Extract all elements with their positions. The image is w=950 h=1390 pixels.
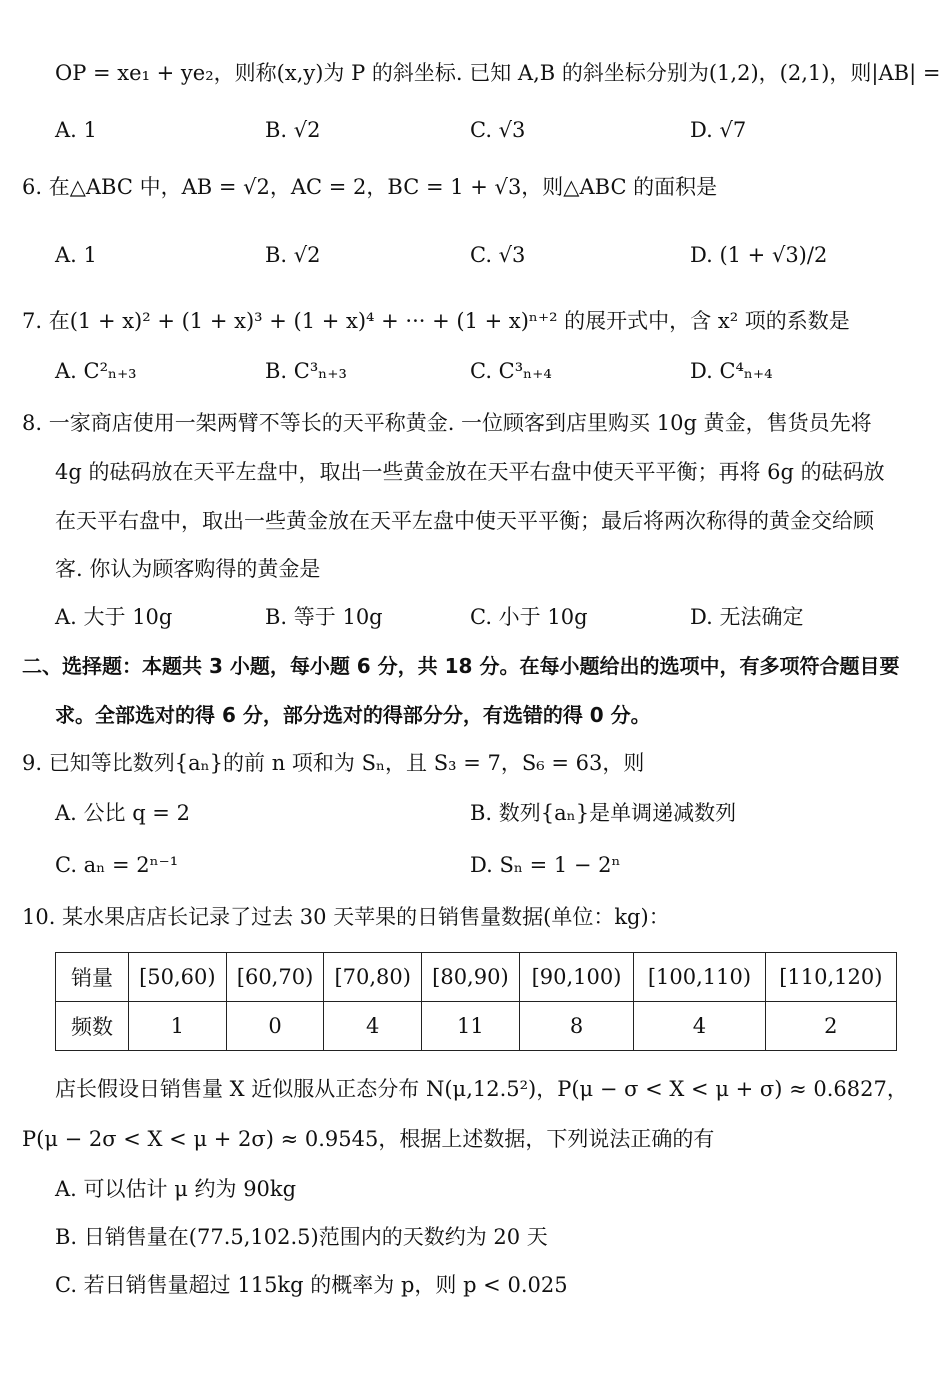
q6-stem: 6. 在△ABC 中，AB = √2，AC = 2，BC = 1 + √3，则△ABC 的面积是	[22, 175, 718, 199]
q5-option-a: A. 1	[55, 118, 97, 142]
count-cell: 2	[765, 1002, 896, 1051]
interval-cell: [50,60)	[129, 953, 227, 1002]
section-2-heading-cont: 求。全部选对的得 6 分，部分选对的得部分分，有选错的得 0 分。	[55, 703, 651, 727]
q5-option-d: D. √7	[690, 118, 747, 142]
q8-stem-line-3: 在天平右盘中，取出一些黄金放在天平左盘中使天平平衡；最后将两次称得的黄金交给顾	[55, 509, 874, 533]
q8-stem-line-4: 客. 你认为顾客购得的黄金是	[55, 557, 321, 581]
sales-frequency-table	[55, 952, 897, 1051]
q8-option-a: A. 大于 10g	[55, 605, 173, 629]
q7-option-b: B. C³ₙ₊₃	[265, 359, 347, 383]
q10-stem: 10. 某水果店店长记录了过去 30 天苹果的日销售量数据(单位：kg)：	[22, 905, 670, 929]
count-cell: 1	[129, 1002, 227, 1051]
q8-option-c: C. 小于 10g	[470, 605, 588, 629]
q9-stem: 9. 已知等比数列{aₙ}的前 n 项和为 Sₙ，且 S₃ = 7，S₆ = 63，则	[22, 751, 645, 775]
q8-stem-line-1: 8. 一家商店使用一架两臂不等长的天平称黄金. 一位顾客到店里购买 10g 黄金，售货员先将	[22, 411, 872, 435]
interval-cell: [70,80)	[324, 953, 422, 1002]
count-cell: 4	[324, 1002, 422, 1051]
count-cell: 11	[422, 1002, 520, 1051]
table-row	[56, 953, 897, 1002]
section-2-heading: 二、选择题：本题共 3 小题，每小题 6 分，共 18 分。在每小题给出的选项中，有多项符合题目要	[22, 654, 900, 678]
q7-option-a: A. C²ₙ₊₃	[55, 359, 137, 383]
q10-option-b: B. 日销售量在(77.5,102.5)范围内的天数约为 20 天	[55, 1225, 548, 1249]
q5-option-b: B. √2	[265, 118, 321, 142]
interval-cell: [90,100)	[519, 953, 634, 1002]
q6-option-d: D. (1 + √3)/2	[690, 243, 828, 267]
q7-option-c: C. C³ₙ₊₄	[470, 359, 552, 383]
interval-cell: [100,110)	[634, 953, 765, 1002]
q9-option-b: B. 数列{aₙ}是单调递减数列	[470, 801, 737, 825]
q10-option-a: A. 可以估计 μ 约为 90kg	[55, 1177, 297, 1201]
interval-cell: [60,70)	[226, 953, 324, 1002]
q10-option-c: C. 若日销售量超过 115kg 的概率为 p，则 p < 0.025	[55, 1273, 568, 1297]
interval-cell: [80,90)	[422, 953, 520, 1002]
interval-cell: [110,120)	[765, 953, 896, 1002]
q8-stem-line-2: 4g 的砝码放在天平左盘中，取出一些黄金放在天平右盘中使天平平衡；再将 6g 的砝码放	[55, 460, 885, 484]
q7-option-d: D. C⁴ₙ₊₄	[690, 359, 773, 383]
count-cell: 8	[519, 1002, 634, 1051]
q8-option-d: D. 无法确定	[690, 605, 804, 629]
table-row	[56, 1002, 897, 1051]
q5-stem: OP = xe₁ + ye₂，则称(x,y)为 P 的斜坐标. 已知 A,B 的斜坐标分别为(1,2)，(2,1)，则|AB| =	[55, 61, 941, 85]
q6-option-a: A. 1	[55, 243, 97, 267]
table-header-cell: 销量	[56, 953, 129, 1002]
count-cell: 4	[634, 1002, 765, 1051]
q9-option-a: A. 公比 q = 2	[55, 801, 190, 825]
table-header-cell: 频数	[56, 1002, 129, 1051]
q7-stem: 7. 在(1 + x)² + (1 + x)³ + (1 + x)⁴ + ··· + (1 + x)ⁿ⁺² 的展开式中，含 x² 项的系数是	[22, 309, 850, 333]
q10-paragraph-1: 店长假设日销售量 X 近似服从正态分布 N(μ,12.5²)，P(μ − σ < X < μ + σ) ≈ 0.6827，	[55, 1077, 908, 1101]
q9-option-d: D. Sₙ = 1 − 2ⁿ	[470, 853, 621, 877]
q6-option-c: C. √3	[470, 243, 526, 267]
q8-option-b: B. 等于 10g	[265, 605, 383, 629]
q10-paragraph-2: P(μ − 2σ < X < μ + 2σ) ≈ 0.9545，根据上述数据，下列说法正确的有	[22, 1127, 715, 1151]
count-cell: 0	[226, 1002, 324, 1051]
q6-option-b: B. √2	[265, 243, 321, 267]
q5-option-c: C. √3	[470, 118, 526, 142]
q9-option-c: C. aₙ = 2ⁿ⁻¹	[55, 853, 179, 877]
